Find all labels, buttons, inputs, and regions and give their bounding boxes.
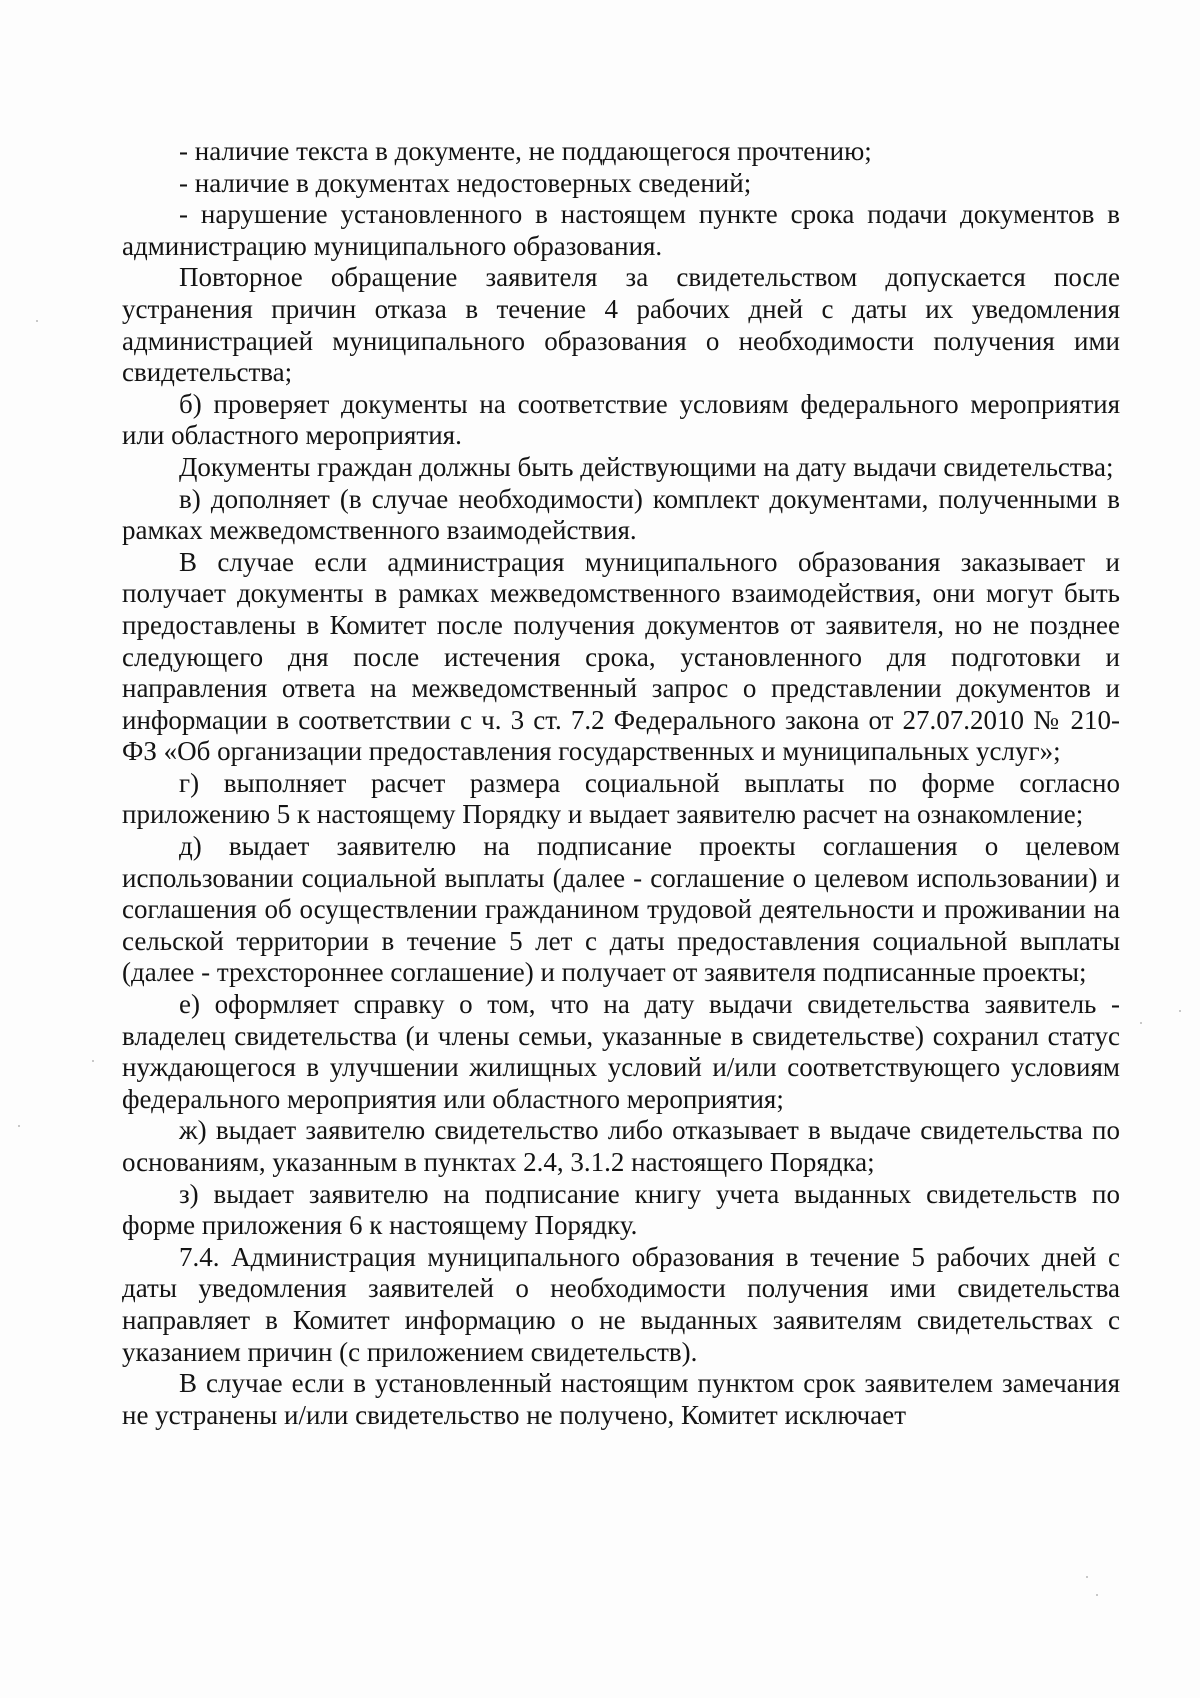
paragraph-interagency-requests: В случае если администрация муниципального образования заказывает и получает документы в рамках межведомственного взаимодействия, они могут быть предоставлены в Комитет после получения документов от заявителя, но не позднее следующего дня после истечения срока, установленного для подготовки и направления ответа на межведомственный запрос о представлении документов и информации в соответствии с ч. 3 ст. 7.2 Федерального закона от 27.07.2010 № 210-ФЗ «Об организации предоставления государственных и муниципальных услуг»; [122,546,1120,767]
scan-speck [1140,1022,1142,1024]
paragraph-section-7-4: 7.4. Администрация муниципального образования в течение 5 рабочих дней с даты уведомления заявителей о необходимости получения ими свидетельства направляет в Комитет информацию о не выданных заявителям свидетельствах с указанием причин (с приложением свидетельств). [122,1241,1120,1367]
document-body [122,136,1120,1431]
paragraph-item-zh: ж) выдает заявителю свидетельство либо отказывает в выдаче свидетельства по основаниям, указанным в пунктах 2.4, 3.1.2 настоящего Порядка; [122,1115,1120,1177]
paragraph-refusal-illegible-text: - наличие текста в документе, не поддающегося прочтению; [179,136,872,166]
scan-speck [92,1060,94,1062]
paragraph-item-g: г) выполняет расчет размера социальной выплаты по форме согласно приложению 5 к настоящему Порядку и выдает заявителю расчет на ознакомление; [122,767,1120,830]
scan-speck [36,320,38,322]
paragraph-refusal-deadline-violation: - нарушение установленного в настоящем пункте срока подачи документов в администрацию муниципального образования. [122,199,1120,261]
paragraph-repeat-application: Повторное обращение заявителя за свидетельством допускается после устранения причин отказа в течение 4 рабочих дней с даты их уведомления администрацией муниципального образования о необходимости получения ими свидетельства; [122,262,1120,388]
paragraph-item-b: б) проверяет документы на соответствие условиям федерального мероприятия или областного мероприятия. [122,388,1120,451]
paragraph-refusal-false-info: - наличие в документах недостоверных сведений; [179,167,752,198]
paragraph-item-e: е) оформляет справку о том, что на дату выдачи свидетельства заявитель - владелец свидетельства (и члены семьи, указанные в свидетельстве) сохранил статус нуждающегося в улучшении жилищных условий и/или соответствующего условиям федерального мероприятия или областного мероприятия; [122,989,1120,1114]
paragraph-final-partial: В случае если в установленный настоящим пунктом срок заявителем замечания не устранены и/или свидетельство не получено, Комитет исключает [122,1368,1120,1430]
scan-speck [18,1125,20,1127]
scan-speck [1179,1010,1181,1012]
paragraph-item-z: з) выдает заявителю на подписание книгу учета выданных свидетельств по форме приложения 6 к настоящему Порядку. [122,1178,1120,1241]
paragraph-item-v: в) дополняет (в случае необходимости) комплект документами, полученными в рамках межведомственного взаимодействия. [122,483,1120,546]
paragraph-documents-valid: Документы граждан должны быть действующими на дату выдачи свидетельства; [179,451,1114,482]
scan-speck [1096,1594,1098,1596]
paragraph-item-d: д) выдает заявителю на подписание проекты соглашения о целевом использовании социальной выплаты (далее - соглашение о целевом использовании) и соглашения об осуществлении гражданином трудовой деятельности и проживании на сельской территории в течение 5 лет с даты предоставления социальной выплаты (далее - трехстороннее соглашение) и получает от заявителя подписанные проекты; [122,831,1120,988]
scan-speck [1086,1576,1088,1578]
